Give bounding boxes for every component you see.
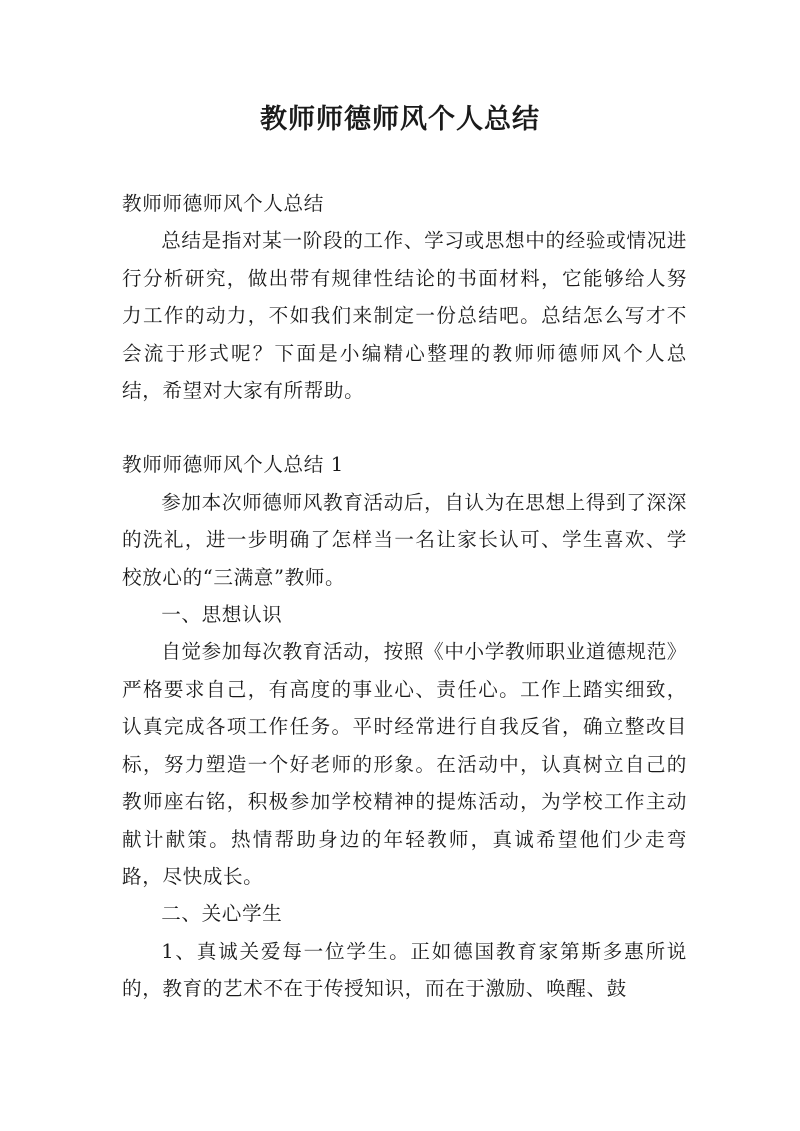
section-title: 教师师德师风个人总结 1 [122, 453, 344, 477]
intro-paragraph: 总结是指对某一阶段的工作、学习或思想中的经验或情况进行分析研究，做出带有规律性结论的书面材料，它能够给人努力工作的动力，不如我们来制定一份总结吧。总结怎么写才不会流于形式呢？下面是小编精心整理的教师师德师风个人总结，希望对大家有所帮助。 [122, 229, 687, 403]
thought-paragraph: 自觉参加每次教育活动，按照《中小学教师职业道德规范》严格要求自己，有高度的事业心、责任心。工作上踏实细致，认真完成各项工作任务。平时经常进行自我反省，确立整改目标，努力塑造一个好老师的形象。在活动中，认真树立自己的教师座右铭，积极参加学校精神的提炼活动，为学校工作主动献计献策。热情帮助身边的年轻教师，真诚希望他们少走弯路，尽快成长。 [122, 640, 687, 888]
heading-care-students: 二、关心学生 [161, 902, 283, 926]
heading-thought: 一、思想认识 [161, 603, 283, 627]
document-body [122, 185, 687, 1008]
document-title: 教师师德师风个人总结 [260, 104, 540, 135]
paragraph-gap [122, 409, 687, 446]
document-subtitle: 教师师德师风个人总结 [122, 192, 324, 215]
section-paragraph: 参加本次师德师风教育活动后，自认为在思想上得到了深深的洗礼，进一步明确了怎样当一名让家长认可、学生喜欢、学校放心的“三满意”教师。 [122, 490, 687, 589]
care-students-paragraph: 1、真诚关爱每一位学生。正如德国教育家第斯多惠所说的，教育的艺术不在于传授知识，而在于激励、唤醒、鼓 [122, 939, 687, 1001]
